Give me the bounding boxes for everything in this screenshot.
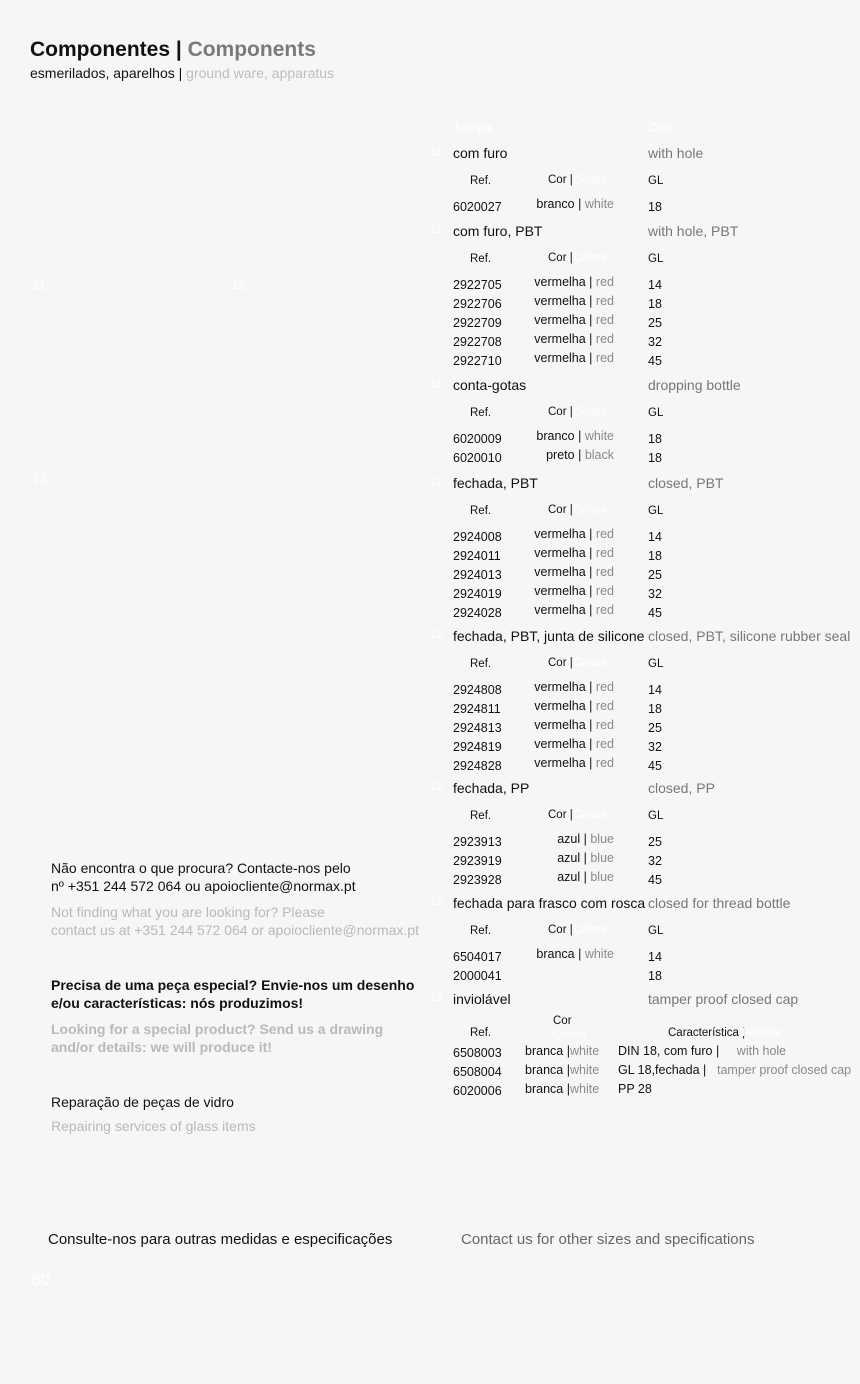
table-cell-color [534,294,614,308]
section-number: 11 [430,146,442,158]
section-number: 12 [430,781,443,793]
table-cell-ref: 2922708 [453,335,502,349]
repair-note-en: Repairing services of glass items [51,1118,256,1134]
page-number: 80 [32,1272,50,1289]
section-title-en: closed, PBT [648,475,724,491]
table-cell-gl: 14 [648,530,662,544]
color-pt: vermelha | [534,294,593,308]
column-color-header-en: Colour [553,1029,587,1041]
table-cell-gl: 18 [648,702,662,716]
footer-text-pt: Consulte-nos para outras medidas e especificações [48,1231,393,1248]
column-color-header-en: Colour [574,252,608,264]
color-en: blue [590,851,614,865]
table-cell-gl: 25 [648,835,662,849]
contact-pt-line: Não encontra o que procura? Contacte-nos pelo [51,860,351,876]
table-cell-gl: 14 [648,683,662,697]
table-cell-gl: 18 [648,432,662,446]
table-cell-ref: 2923919 [453,854,502,868]
table-cell-gl: 45 [648,606,662,620]
title-en: Components [187,38,316,61]
image-label: 11 [33,278,46,292]
special-note-en [51,1020,383,1056]
section-title-pt: com furo, PBT [453,223,543,239]
column-ref-header: Ref. [470,175,492,187]
page-title [30,38,316,62]
table-cell-color-en: white [570,1044,600,1058]
color-en: red [595,699,614,713]
column-ref-header: Ref. [470,925,492,937]
table-cell-gl: 18 [648,451,662,465]
table-cell-feature: GL 18,fechada | [618,1063,707,1077]
color-pt: vermelha | [534,680,593,694]
color-pt: vermelha | [534,275,593,289]
table-cell-gl: 18 [648,969,662,983]
table-cell-ref: 2922710 [453,354,502,368]
column-color-header-en: Colour [574,809,608,821]
table-cell-ref: 6508003 [453,1046,502,1060]
table-cell-ref: 2923928 [453,873,502,887]
color-en: red [595,718,614,732]
section-title-pt: inviolável [453,991,511,1007]
section-title-pt: fechada, PP [453,780,530,796]
column-color-header: Cor | [548,809,573,821]
column-ref-header: Ref. [470,253,492,265]
color-en: red [595,680,614,694]
color-pt: vermelha | [534,584,593,598]
color-en: white [584,197,614,211]
table-cell-color [536,429,614,443]
table-cell-color [536,197,614,211]
table-cell-color [534,351,614,365]
color-pt: vermelha | [534,313,593,327]
column-color-header: Cor | [548,504,573,516]
table-cell-gl: 14 [648,950,662,964]
table-cell-gl: 25 [648,721,662,735]
footer-text-en: Contact us for other sizes and specifications [461,1231,755,1248]
column-ref-header: Ref. [470,1027,492,1039]
table-cell-color [546,448,614,462]
table-cell-gl: 32 [648,740,662,754]
title-pt: Componentes | [30,38,182,61]
table-cell-gl: 18 [648,297,662,311]
color-en: white [584,429,614,443]
special-note-pt [51,976,414,1012]
color-pt: vermelha | [534,699,593,713]
table-cell-color [534,680,614,694]
table-cell-color [534,584,614,598]
color-en: red [595,737,614,751]
section-number: 12 [430,629,443,641]
column-gl-header: GL [648,810,664,822]
table-cell-color [534,527,614,541]
table-cell-gl: 25 [648,568,662,582]
table-cell-ref: 2924819 [453,740,502,754]
section-number: 12 [430,896,443,908]
column-gl-header: GL [648,407,664,419]
table-cell-ref: 6508004 [453,1065,502,1079]
column-color-header-en: Colour [574,504,608,516]
color-pt: vermelha | [534,718,593,732]
color-pt: vermelha | [534,332,593,346]
table-cell-feature: DIN 18, com furo | [618,1044,720,1058]
table-cell-color [534,603,614,617]
table-cell-ref: 2922706 [453,297,502,311]
table-cell-color [536,947,614,961]
color-pt: vermelha | [534,546,593,560]
table-cell-color [557,851,614,865]
section-number: 13 [430,992,443,1004]
page-subtitle [30,65,334,81]
column-color-header: Cor | [548,406,573,418]
color-en: red [595,546,614,560]
color-pt: vermelha | [534,565,593,579]
table-cell-ref: 2924013 [453,568,502,582]
table-cell-gl: 14 [648,278,662,292]
column-color-header: Cor | [548,174,573,186]
table-cell-color [534,313,614,327]
table-cell-color [557,870,614,884]
table-head-cap-en: Cap [648,120,672,135]
section-title-en: closed for thread bottle [648,895,791,911]
table-cell-gl: 32 [648,587,662,601]
table-cell-feature-en: tamper proof closed cap [717,1063,852,1077]
table-cell-color [534,546,614,560]
table-cell-color [534,699,614,713]
table-cell-color: branca | [525,1063,570,1077]
color-en: red [595,584,614,598]
table-cell-ref: 6020009 [453,432,502,446]
color-pt: branca | [536,947,582,961]
image-label: 13 [33,472,47,486]
color-en: red [595,756,614,770]
subtitle-en: ground ware, apparatus [186,65,335,81]
special-pt-line: e/ou características: nós produzimos! [51,995,304,1011]
table-cell-ref: 6020027 [453,200,502,214]
table-cell-ref: 2924028 [453,606,502,620]
table-cell-ref: 2924008 [453,530,502,544]
table-cell-color-en: white [570,1063,600,1077]
table-cell-ref: 2000041 [453,969,502,983]
table-cell-color [534,737,614,751]
subtitle-pt: esmerilados, aparelhos | [30,65,183,81]
column-color-header: Cor | [548,924,573,936]
color-en: red [595,275,614,289]
table-cell-gl: 45 [648,759,662,773]
column-ref-header: Ref. [470,810,492,822]
table-cell-color [534,756,614,770]
table-cell-color [534,565,614,579]
color-en: red [595,565,614,579]
table-cell-color [534,718,614,732]
table-cell-color-en: white [570,1082,600,1096]
column-gl-header: GL [648,658,664,670]
table-cell-color [557,832,614,846]
section-title-en: with hole [648,145,704,161]
color-en: red [595,294,614,308]
color-pt: vermelha | [534,756,593,770]
color-pt: branco | [536,197,582,211]
special-en-line: Looking for a special product? Send us a drawing [51,1021,384,1037]
repair-note-pt: Reparação de peças de vidro [51,1094,234,1110]
column-gl-header: GL [648,505,664,517]
column-ref-header: Ref. [470,407,492,419]
column-color-header: Cor | [548,252,573,264]
table-cell-color [534,275,614,289]
color-en: red [595,351,614,365]
column-gl-header: GL [648,175,664,187]
table-cell-gl: 18 [648,200,662,214]
section-title-en: with hole, PBT [648,223,739,239]
table-cell-gl: 32 [648,854,662,868]
column-gl-header: GL [648,925,664,937]
color-pt: vermelha | [534,351,593,365]
table-cell-ref: 2922705 [453,278,502,292]
table-cell-ref: 6020006 [453,1084,502,1098]
column-ref-header: Ref. [470,658,492,670]
column-color-header-en: Colour [574,174,608,186]
section-title-en: closed, PBT, silicone rubber seal [648,628,851,644]
table-cell-ref: 2923913 [453,835,502,849]
column-gl-header: GL [648,253,664,265]
color-pt: azul | [557,832,587,846]
column-color-header: Cor | [548,657,573,669]
color-pt: preto | [546,448,582,462]
table-cell-gl: 32 [648,335,662,349]
color-pt: vermelha | [534,527,593,541]
column-color-header-en: Colour [574,406,608,418]
section-title-en: closed, PP [648,780,715,796]
table-cell-gl: 45 [648,354,662,368]
section-title-pt: fechada, PBT [453,475,538,491]
column-feature-header: Característica | [668,1027,746,1039]
contact-en-line: contact us at +351 244 572 064 or apoiocliente@normax.pt [51,922,419,938]
section-number: 11 [430,224,442,236]
table-cell-color [534,332,614,346]
table-cell-gl: 25 [648,316,662,330]
contact-note-en [51,903,419,939]
color-pt: vermelha | [534,603,593,617]
table-cell-ref: 2922709 [453,316,502,330]
column-ref-header: Ref. [470,505,492,517]
column-color-header-en: Colour [574,924,608,936]
table-cell-ref: 2924808 [453,683,502,697]
color-pt: branco | [536,429,582,443]
contact-en-line: Not finding what you are looking for? Please [51,904,325,920]
section-number: 12 [430,476,443,488]
column-color-header: Cor [553,1015,572,1027]
table-cell-feature: PP 28 [618,1082,652,1096]
section-title-en: tamper proof closed cap [648,991,799,1007]
color-en: blue [590,832,614,846]
column-color-header-en: Colour [574,657,608,669]
color-en: black [584,448,614,462]
table-cell-ref: 2924813 [453,721,502,735]
table-cell-ref: 2924811 [453,702,501,716]
color-en: red [595,603,614,617]
column-feature-header-en: Feature [742,1027,782,1039]
color-en: red [595,332,614,346]
color-pt: vermelha | [534,737,593,751]
section-title-pt: fechada, PBT, junta de silicone [453,628,645,644]
section-title-pt: com furo [453,145,508,161]
image-label: 12 [232,278,246,292]
table-cell-ref: 2924011 [453,549,501,563]
table-cell-gl: 18 [648,549,662,563]
special-en-line: and/or details: we will produce it! [51,1039,272,1055]
color-pt: azul | [557,870,587,884]
color-en: red [595,313,614,327]
table-cell-gl: 45 [648,873,662,887]
section-title-en: dropping bottle [648,377,741,393]
table-cell-ref: 2924019 [453,587,502,601]
color-pt: azul | [557,851,587,865]
section-title-pt: fechada para frasco com rosca [453,895,646,911]
contact-pt-line: nº +351 244 572 064 ou apoiocliente@normax.pt [51,878,356,894]
color-en: red [595,527,614,541]
table-cell-ref: 2924828 [453,759,502,773]
contact-note-pt [51,859,356,895]
table-cell-feature-en: with hole [736,1044,787,1058]
color-en: white [584,947,614,961]
color-en: blue [590,870,614,884]
table-cell-ref: 6504017 [453,950,502,964]
special-pt-line: Precisa de uma peça especial? Envie-nos um desenho [51,977,415,993]
table-head-cap-pt: Tampa [453,120,493,135]
section-title-pt: conta-gotas [453,377,527,393]
table-cell-color: branca | [525,1044,570,1058]
table-cell-color: branca | [525,1082,570,1096]
table-cell-ref: 6020010 [453,451,502,465]
section-number: 11 [430,378,442,390]
